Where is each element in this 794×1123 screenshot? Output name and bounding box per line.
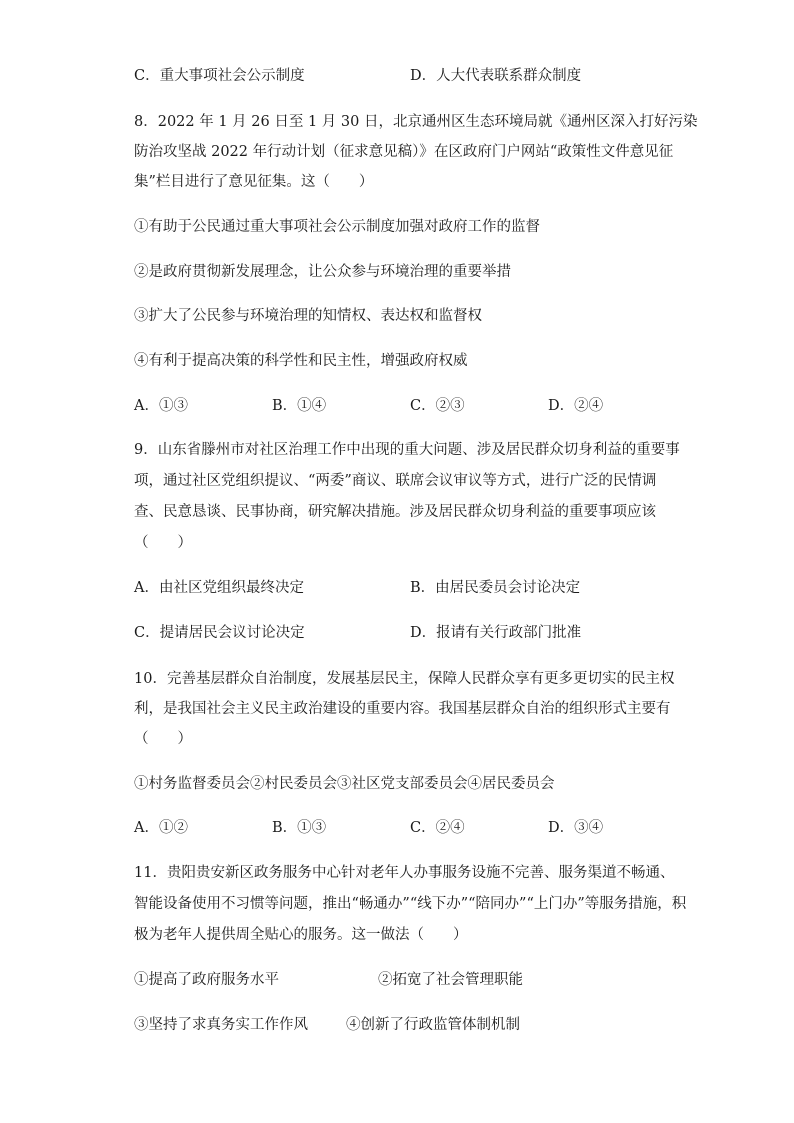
q8-statement-1: ①有助于公民通过重大事项社会公示制度加强对政府工作的监督 [134,219,540,235]
q8-statement-3: ③扩大了公民参与环境治理的知情权、表达权和监督权 [134,308,482,324]
q8-stem-line-1: 8．2022 年 1 月 26 日至 1 月 30 日，北京通州区生态环境局就《通州区深入打好污染 [134,114,698,130]
q9-option-a: A．由社区党组织最终决定 [134,580,304,596]
q10-stem-line-3: （ ） [134,731,192,747]
q10-option-d: D．③④ [548,820,604,836]
q9-stem-line-4: （ ） [134,535,192,551]
q11-stem-line-2: 智能设备使用不习惯等问题，推出“畅通办”“线下办”“陪同办”“上门办”等服务措施，积 [134,896,687,912]
q11-stem-line-3: 极为老年人提供周全贴心的服务。这一做法（ ） [134,927,468,943]
q9-stem-line-3: 查、民意恳谈、民事协商，研究解决措施。涉及居民群众切身利益的重要事项应该 [134,504,656,520]
q11-statement-4: ④创新了行政监管体制机制 [346,1017,520,1033]
q8-option-d: D．②④ [548,398,604,414]
q10-stem-line-1: 10．完善基层群众自治制度，发展基层民主，保障人民群众享有更多更切实的民主权 [134,671,675,687]
q11-stem-line-1: 11．贵阳贵安新区政务服务中心针对老年人办事服务设施不完善、服务渠道不畅通、 [134,865,675,881]
q8-statement-2: ②是政府贯彻新发展理念，让公众参与环境治理的重要举措 [134,264,511,280]
q8-stem-line-2: 防治攻坚战 2022 年行动计划（征求意见稿）》在区政府门户网站“政策性文件意见征 [134,144,674,160]
q9-option-c: C．提请居民会议讨论决定 [134,625,305,641]
q7-option-c: C．重大事项社会公示制度 [134,68,305,84]
q9-stem-line-1: 9．山东省滕州市对社区治理工作中出现的重大问题、涉及居民群众切身利益的重要事 [134,442,680,458]
q11-statement-1: ①提高了政府服务水平 [134,972,279,988]
q8-option-c: C．②③ [410,398,465,414]
q7-option-d: D．人大代表联系群众制度 [410,68,582,84]
q9-stem-line-2: 项，通过社区党组织提议、“两委”商议、联席会议审议等方式，进行广泛的民情调 [134,473,657,489]
q11-statement-2: ②拓宽了社会管理职能 [378,972,523,988]
q10-statement: ①村务监督委员会②村民委员会③社区党支部委员会④居民委员会 [134,776,555,792]
q11-statement-3: ③坚持了求真务实工作作风 [134,1017,308,1033]
q8-stem-line-3: 集”栏目进行了意见征集。这（ ） [134,174,374,190]
q10-option-b: B．①③ [272,820,327,836]
q10-option-a: A．①② [134,820,188,836]
q10-option-c: C．②④ [410,820,465,836]
q9-option-b: B．由居民委员会讨论决定 [410,580,581,596]
q9-option-d: D．报请有关行政部门批准 [410,625,582,641]
q8-option-a: A．①③ [134,398,188,414]
q8-option-b: B．①④ [272,398,327,414]
q8-statement-4: ④有利于提高决策的科学性和民主性，增强政府权威 [134,353,468,369]
q10-stem-line-2: 利，是我国社会主义民主政治建设的重要内容。我国基层群众自治的组织形式主要有 [134,701,671,717]
